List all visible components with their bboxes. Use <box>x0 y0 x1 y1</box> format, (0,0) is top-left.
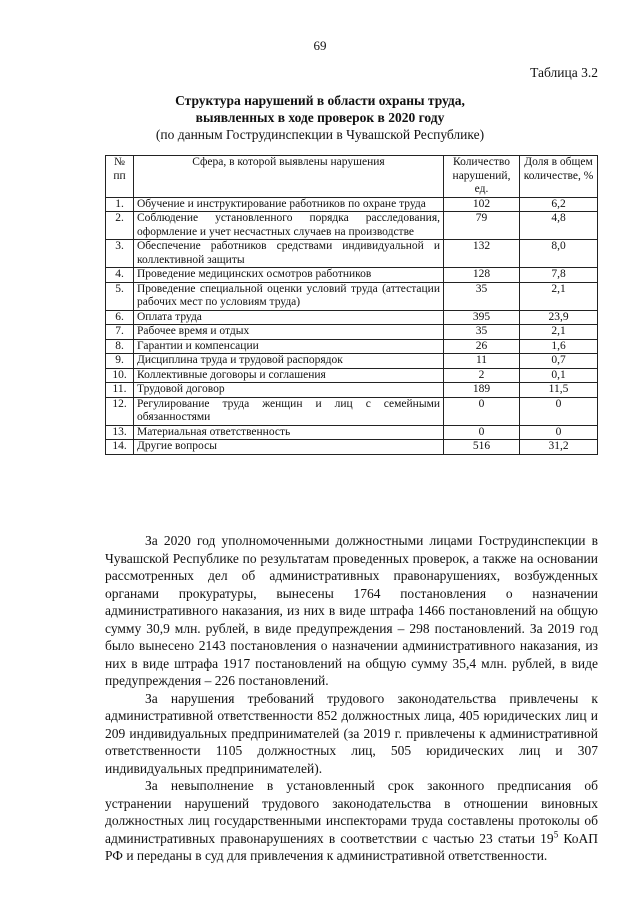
row-count: 132 <box>444 240 520 268</box>
body-text <box>105 532 598 865</box>
row-count: 0 <box>444 397 520 425</box>
row-sphere: Соблюдение установленного порядка расследования, оформление и учет несчастных случаев на производстве <box>134 212 444 240</box>
row-sphere: Материальная ответственность <box>134 425 444 440</box>
page-number: 69 <box>313 38 327 53</box>
header-num: № пп <box>106 156 134 198</box>
row-count: 79 <box>444 212 520 240</box>
row-share: 2,1 <box>520 282 598 310</box>
table-row <box>106 383 598 398</box>
row-count: 35 <box>444 325 520 340</box>
row-sphere: Коллективные договоры и соглашения <box>134 368 444 383</box>
row-num: 14. <box>106 440 134 455</box>
row-sphere: Обеспечение работников средствами индивидуальной и коллективной защиты <box>134 240 444 268</box>
row-count: 395 <box>444 310 520 325</box>
row-count: 102 <box>444 197 520 212</box>
row-sphere: Гарантии и компенсации <box>134 339 444 354</box>
row-num: 12. <box>106 397 134 425</box>
paragraph-3 <box>105 777 598 865</box>
row-share: 1,6 <box>520 339 598 354</box>
table-row <box>106 268 598 283</box>
violations-table <box>105 155 598 455</box>
table-row <box>106 310 598 325</box>
table-row <box>106 325 598 340</box>
row-count: 0 <box>444 425 520 440</box>
table-title <box>100 92 540 143</box>
row-sphere: Трудовой договор <box>134 383 444 398</box>
row-sphere: Регулирование труда женщин и лиц с семейными обязанностями <box>134 397 444 425</box>
row-num: 9. <box>106 354 134 369</box>
table-row <box>106 282 598 310</box>
table-row <box>106 425 598 440</box>
row-share: 0 <box>520 425 598 440</box>
row-share: 8,0 <box>520 240 598 268</box>
row-sphere: Дисциплина труда и трудовой распорядок <box>134 354 444 369</box>
row-share: 31,2 <box>520 440 598 455</box>
row-sphere: Проведение медицинских осмотров работников <box>134 268 444 283</box>
header-sphere: Сфера, в которой выявлены нарушения <box>134 156 444 198</box>
row-num: 6. <box>106 310 134 325</box>
table-row <box>106 197 598 212</box>
table-row <box>106 368 598 383</box>
table-header-row <box>106 156 598 198</box>
header-share: Доля в общем количестве, % <box>520 156 598 198</box>
row-num: 4. <box>106 268 134 283</box>
row-sphere: Обучение и инструктирование работников по охране труда <box>134 197 444 212</box>
row-share: 23,9 <box>520 310 598 325</box>
table-body <box>106 197 598 454</box>
row-share: 4,8 <box>520 212 598 240</box>
row-num: 2. <box>106 212 134 240</box>
row-count: 2 <box>444 368 520 383</box>
row-sphere: Рабочее время и отдых <box>134 325 444 340</box>
row-count: 516 <box>444 440 520 455</box>
title-line-2: выявленных в ходе проверок в 2020 году <box>195 110 445 125</box>
row-num: 3. <box>106 240 134 268</box>
table-label: Таблица 3.2 <box>530 65 598 80</box>
row-count: 128 <box>444 268 520 283</box>
row-share: 7,8 <box>520 268 598 283</box>
table-row <box>106 354 598 369</box>
table-row <box>106 339 598 354</box>
table-row <box>106 440 598 455</box>
row-count: 189 <box>444 383 520 398</box>
row-share: 6,2 <box>520 197 598 212</box>
row-num: 10. <box>106 368 134 383</box>
row-share: 0,7 <box>520 354 598 369</box>
row-num: 13. <box>106 425 134 440</box>
row-sphere: Оплата труда <box>134 310 444 325</box>
paragraph-3-text: За невыполнение в установленный срок законного предписания об устранении нарушений трудового законодательства в отношении виновных должностных лиц государственными инспекторами труда составлены протоколы об административных правонарушениях в соответствии с частью 23 статьи 19 <box>105 778 598 846</box>
row-num: 5. <box>106 282 134 310</box>
row-share: 11,5 <box>520 383 598 398</box>
title-line-1: Структура нарушений в области охраны труда, <box>175 93 465 108</box>
row-share: 0,1 <box>520 368 598 383</box>
row-num: 11. <box>106 383 134 398</box>
row-share: 2,1 <box>520 325 598 340</box>
row-num: 7. <box>106 325 134 340</box>
row-share: 0 <box>520 397 598 425</box>
row-count: 26 <box>444 339 520 354</box>
table-row <box>106 397 598 425</box>
paragraph-2: За нарушения требований трудового законодательства привлечены к административной ответственности 852 должностных лица, 405 юридических лиц и 209 индивидуальных предпринимателей (за 2019 г. привлечены к административной ответственности 1105 должностных лиц, 505 юридических лиц и 307 индивидуальных предпринимателей). <box>105 690 598 776</box>
title-subtitle: (по данным Гострудинспекции в Чувашской Республике) <box>155 127 485 142</box>
paragraph-1: За 2020 год уполномоченными должностными лицами Гострудинспекции в Чувашской Республике по результатам проведенных проверок, а также на основании рассмотренных дел об административных правонарушениях, возбужденных органами прокуратуры, вынесены 1764 постановления о назначении административного наказания, из них в виде штрафа 1466 постановлений на общую сумму 30,9 млн. рублей, в виде предупреждения – 298 постановлений. За 2019 год было вынесено 2143 постановления о назначении административного наказания, из них в виде штрафа 1917 постановлений на общую сумму 35,4 млн. рублей, в виде предупреждения – 226 постановлений. <box>105 533 598 688</box>
row-sphere: Другие вопросы <box>134 440 444 455</box>
row-num: 1. <box>106 197 134 212</box>
row-num: 8. <box>106 339 134 354</box>
table-row <box>106 240 598 268</box>
row-count: 11 <box>444 354 520 369</box>
paragraph-3-tail: КоАП РФ и переданы в суд для привлечения к административной ответственности. <box>105 830 598 863</box>
table-row <box>106 212 598 240</box>
row-count: 35 <box>444 282 520 310</box>
article-superscript: 5 <box>553 829 559 839</box>
header-count: Количество нарушений, ед. <box>444 156 520 198</box>
row-sphere: Проведение специальной оценки условий труда (аттестации рабочих мест по условиям труда) <box>134 282 444 310</box>
